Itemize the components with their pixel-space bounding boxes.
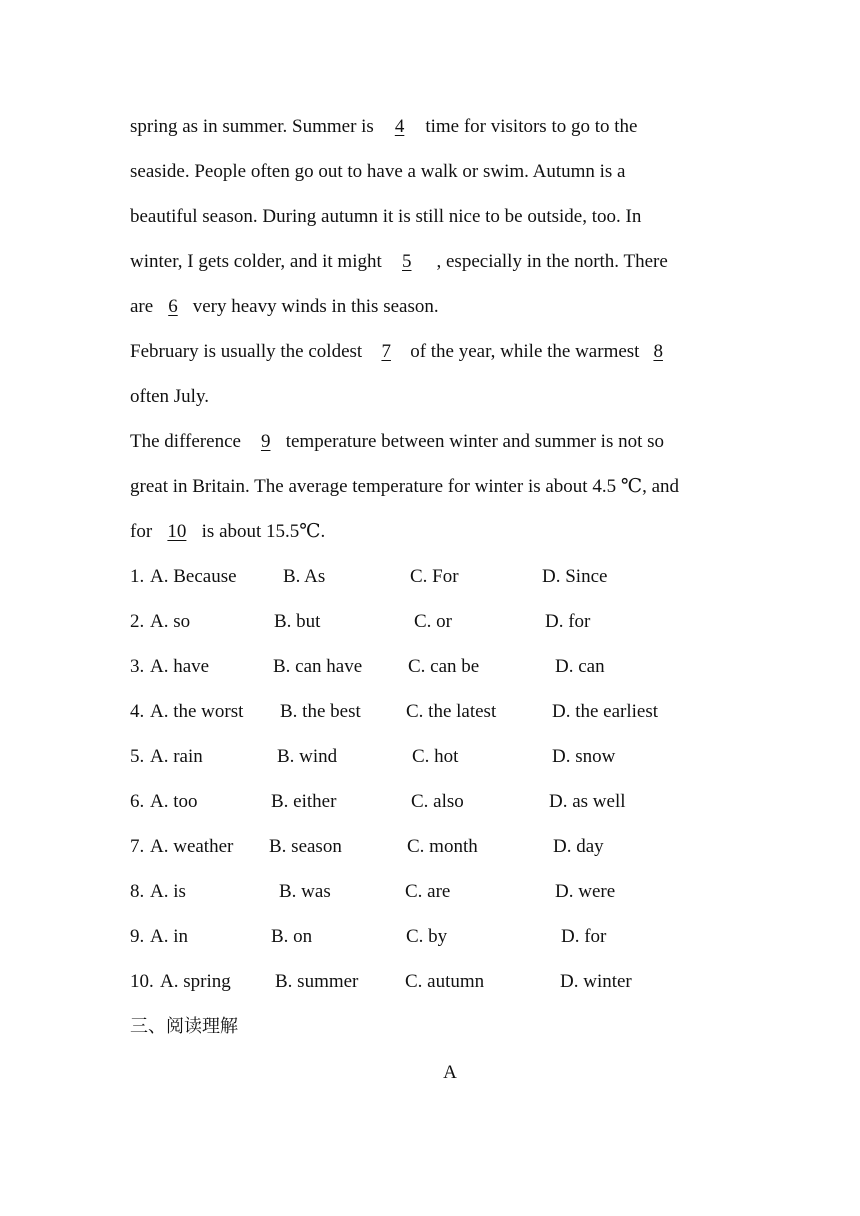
passage-line-10 — [130, 519, 325, 545]
option-c: C. For — [410, 566, 459, 587]
blank-8: 8 — [653, 341, 663, 362]
option-b: B. season — [269, 836, 342, 857]
question-number: 6. — [130, 791, 145, 812]
option-c: C. hot — [412, 746, 459, 767]
passage-text: very heavy winds in this season. — [187, 296, 439, 317]
option-a: A. is — [150, 881, 186, 902]
passage-line-8 — [130, 429, 664, 455]
option-c: C. by — [406, 926, 448, 947]
blank-7: 7 — [381, 341, 391, 362]
option-a: A. spring — [160, 971, 231, 992]
passage-text: time for visitors to go to the — [420, 116, 638, 137]
question-row — [130, 969, 730, 995]
question-number: 7. — [130, 836, 145, 857]
option-c: C. the latest — [406, 701, 497, 722]
option-b: B. either — [271, 791, 337, 812]
passage-text: for — [130, 521, 157, 542]
question-row — [130, 654, 730, 680]
question-number: 1. — [130, 566, 145, 587]
question-row — [130, 564, 730, 590]
option-a: A. Because — [150, 566, 237, 587]
option-a: A. weather — [150, 836, 234, 857]
passage-line-9: great in Britain. The average temperature for winter is about 4.5 ℃, and — [130, 476, 680, 497]
option-b: B. summer — [275, 971, 359, 992]
option-d: D. for — [561, 926, 607, 947]
question-row — [130, 879, 730, 905]
option-d: D. can — [555, 656, 605, 677]
question-number: 10. — [130, 971, 154, 992]
option-c: C. autumn — [405, 971, 485, 992]
option-b: B. As — [283, 566, 326, 587]
passage-text: The difference — [130, 431, 246, 452]
passage-line-7: often July. — [130, 386, 209, 407]
question-number: 2. — [130, 611, 145, 632]
option-a: A. the worst — [150, 701, 244, 722]
option-b: B. the best — [280, 701, 361, 722]
option-d: D. as well — [549, 791, 626, 812]
question-number: 8. — [130, 881, 145, 902]
question-number: 4. — [130, 701, 145, 722]
option-d: D. for — [545, 611, 591, 632]
option-b: B. was — [279, 881, 331, 902]
option-a: A. too — [150, 791, 198, 812]
question-number: 9. — [130, 926, 145, 947]
option-a: A. so — [150, 611, 191, 632]
option-c: C. or — [414, 611, 452, 632]
question-row — [130, 924, 730, 950]
option-c: C. month — [407, 836, 478, 857]
option-c: C. also — [411, 791, 464, 812]
passage-line-5 — [130, 294, 439, 320]
blank-4: 4 — [394, 116, 405, 137]
question-number: 5. — [130, 746, 145, 767]
option-b: B. wind — [277, 746, 338, 767]
passage-text: temperature between winter and summer is not so — [285, 431, 665, 452]
passage-text: , especially in the north. There — [431, 251, 668, 272]
blank-9: 9 — [260, 431, 271, 452]
passage-text: spring as in summer. Summer is — [130, 116, 379, 137]
blank-10: 10 — [167, 521, 187, 542]
option-a: A. rain — [150, 746, 203, 767]
passage-line-6 — [130, 339, 672, 365]
passage-text: of the year, while the warmest — [410, 341, 645, 362]
passage-text: are — [130, 296, 158, 317]
blank-5: 5 — [402, 251, 412, 272]
passage-text: is about 15.5℃. — [196, 521, 326, 542]
question-number: 3. — [130, 656, 145, 677]
question-row — [130, 744, 730, 770]
option-d: D. the earliest — [552, 701, 659, 722]
option-a: A. have — [150, 656, 210, 677]
option-d: D. day — [553, 836, 604, 857]
blank-6: 6 — [168, 296, 178, 317]
question-row — [130, 609, 730, 635]
passage-line-2: seaside. People often go out to have a walk or swim. Autumn is a — [130, 161, 626, 182]
option-d: D. Since — [542, 566, 608, 587]
passage-text: February is usually the coldest — [130, 341, 363, 362]
option-a: A. in — [150, 926, 188, 947]
option-c: C. can be — [408, 656, 480, 677]
passage-line-3: beautiful season. During autumn it is still nice to be outside, too. In — [130, 206, 642, 227]
option-d: D. snow — [552, 746, 616, 767]
option-d: D. winter — [560, 971, 632, 992]
question-row — [130, 789, 730, 815]
question-row — [130, 834, 730, 860]
passage-line-1 — [130, 114, 637, 140]
option-d: D. were — [555, 881, 616, 902]
question-row — [130, 699, 730, 725]
option-b: B. can have — [273, 656, 363, 677]
passage-line-4 — [130, 249, 668, 275]
passage-part-label: A — [443, 1062, 457, 1083]
passage-text: winter, I gets colder, and it might — [130, 251, 382, 272]
option-b: B. on — [271, 926, 313, 947]
option-b: B. but — [274, 611, 321, 632]
section-title: 三、阅读理解 — [130, 1016, 238, 1037]
option-c: C. are — [405, 881, 451, 902]
